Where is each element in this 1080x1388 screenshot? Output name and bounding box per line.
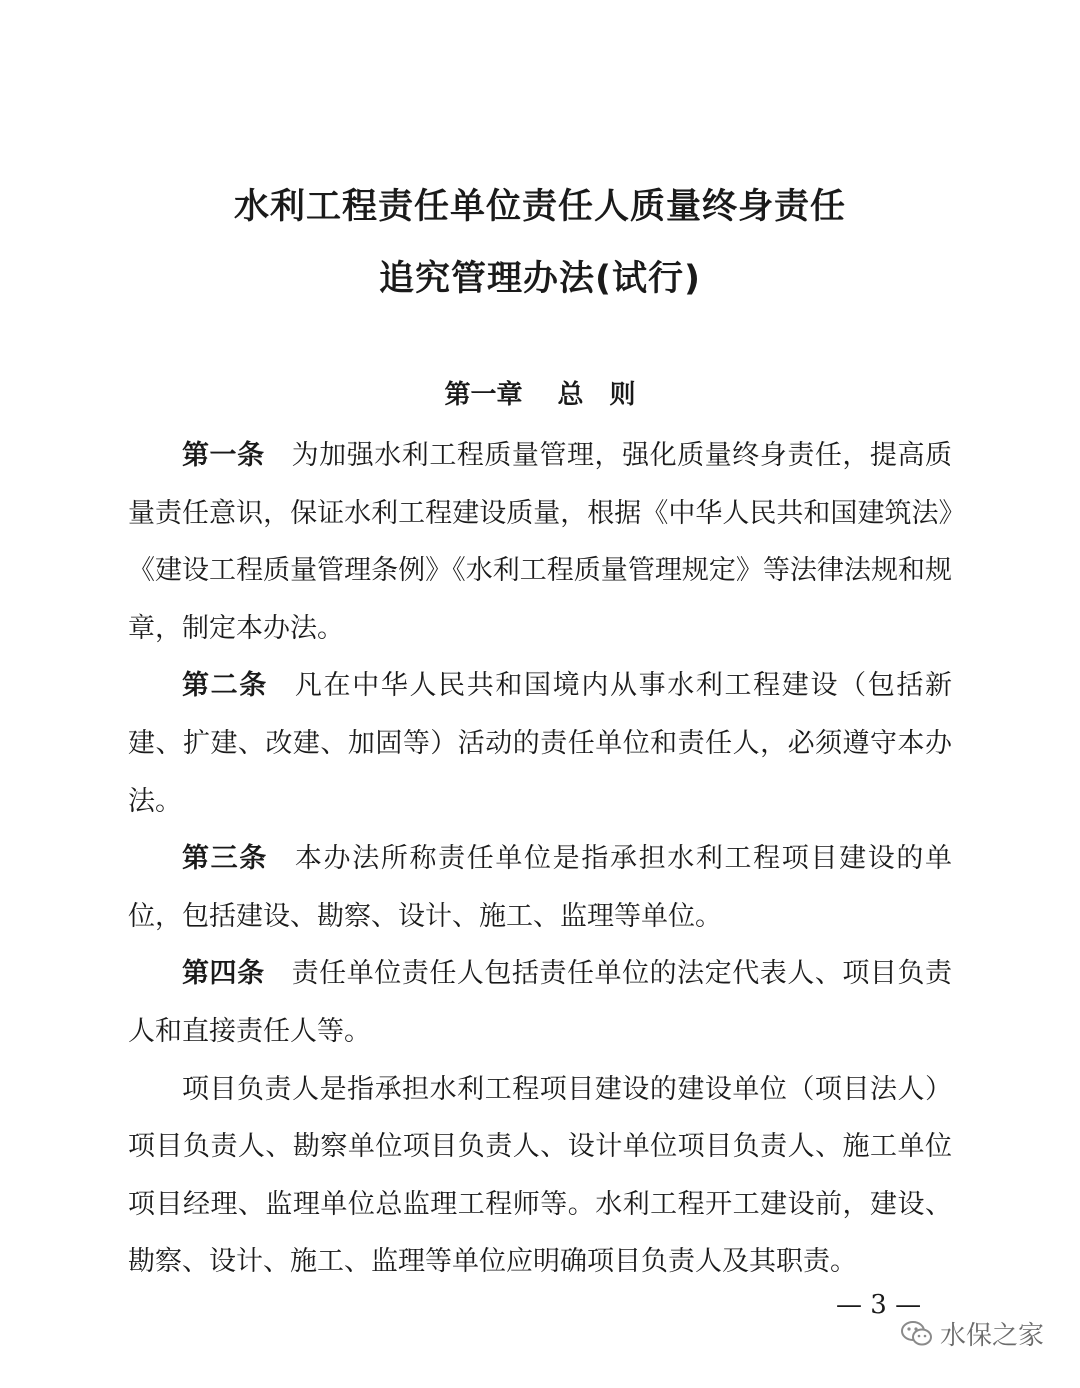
article-label: 第三条: [182, 843, 268, 875]
article-text: 本办法所称责任单位是指承担水利工程项目建设的单位，包括建设、勘察、设计、施工、监理等单位。: [128, 843, 953, 932]
article-label: 第二条: [182, 670, 268, 702]
watermark-text: 水保之家: [939, 1321, 1044, 1351]
page-number: — 3 —: [836, 1290, 922, 1320]
document-title-line2: 追究管理办法(试行): [379, 259, 701, 299]
watermark: [900, 1315, 1044, 1352]
article-4: [128, 945, 952, 1060]
article-2: [128, 657, 952, 830]
article-text: 责任单位责任人包括责任单位的法定代表人、项目负责人和直接责任人等。: [128, 958, 953, 1047]
article-1: [128, 427, 952, 657]
article-4-paragraph-2: 项目负责人是指承担水利工程项目建设的建设单位（项目法人）项目负责人、勘察单位项目负责人、设计单位项目负责人、施工单位项目经理、监理单位总监理工程师等。水利工程开工建设前，建设、勘察、设计、施工、监理等单位应明确项目负责人及其职责。: [128, 1073, 952, 1278]
article-label: 第四条: [182, 958, 265, 990]
article-text: 凡在中华人民共和国境内从事水利工程建设（包括新建、扩建、改建、加固等）活动的责任单位和责任人，必须遵守本办法。: [128, 670, 953, 817]
document-body: [128, 427, 952, 1291]
article-label: 第一条: [182, 440, 265, 471]
wechat-icon: [900, 1319, 934, 1349]
article-3: [128, 830, 952, 945]
chapter-heading: 第一章 总 则: [444, 380, 636, 410]
article-text: 为加强水利工程质量管理，强化质量终身责任，提高质量责任意识，保证水利工程建设质量，根据《中华人民共和国建筑法》《建设工程质量管理条例》《水利工程质量管理规定》等法律法规和规章，制定本办法。: [128, 440, 953, 644]
document-title-line1: 水利工程责任单位责任人质量终身责任: [233, 187, 846, 227]
